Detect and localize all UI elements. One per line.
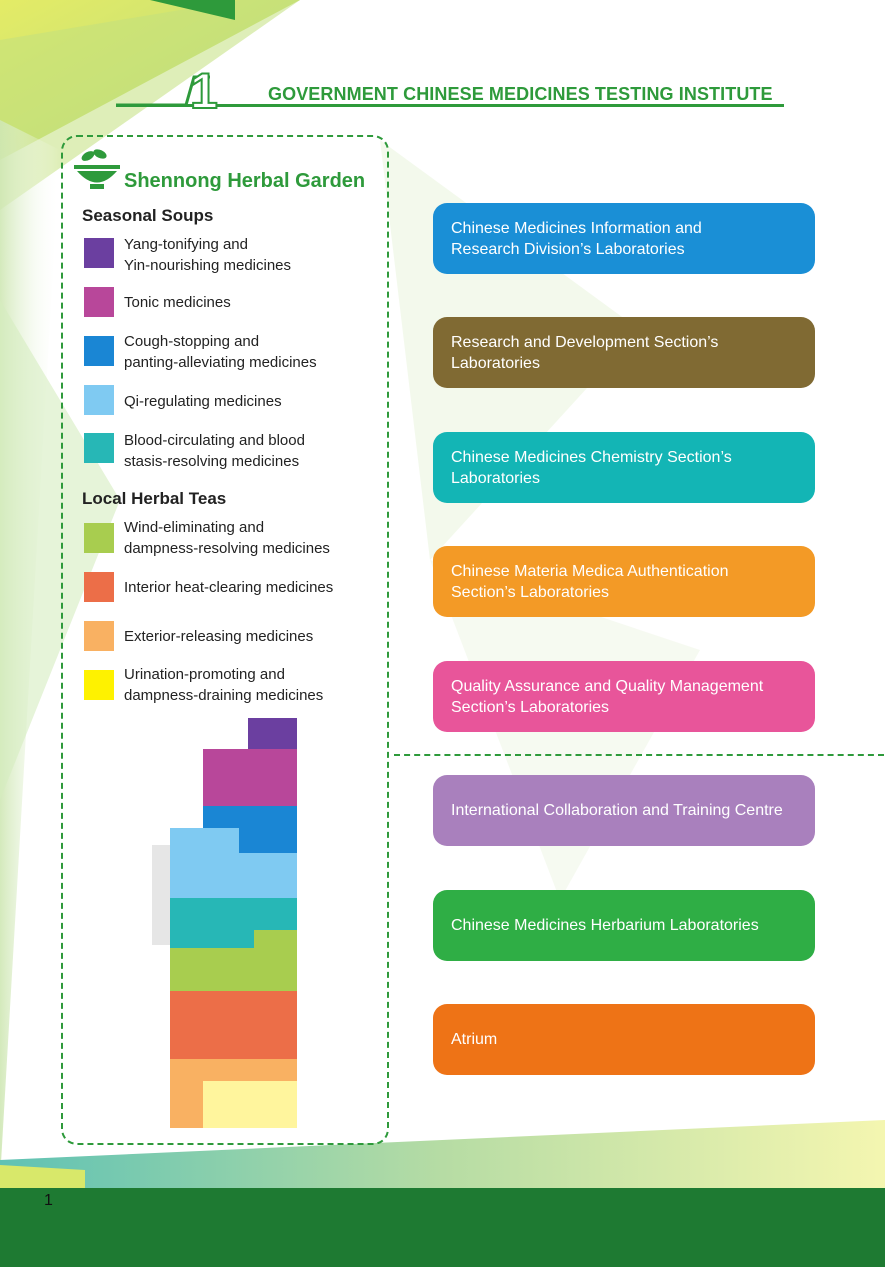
legend-swatch: [84, 670, 114, 700]
garden-plot-yang-tonifying: [248, 718, 297, 749]
garden-plot-blood-circulating: [170, 930, 254, 948]
lab-research-development[interactable]: Research and Development Section’s Laboratories: [433, 317, 815, 388]
garden-plot-shadow: [152, 845, 170, 945]
legend-swatch: [84, 572, 114, 602]
garden-plot-blood-circulating: [170, 898, 297, 932]
garden-plot-wind-eliminating: [170, 948, 254, 991]
lab-cm-herbarium[interactable]: Chinese Medicines Herbarium Laboratories: [433, 890, 815, 961]
legend-label: Exterior-releasing medicines: [124, 628, 314, 645]
legend-label: Wind-eliminating and dampness-resolving medicines: [124, 519, 330, 557]
legend-swatch: [84, 336, 114, 366]
legend-label: Tonic medicines: [124, 294, 231, 311]
legend-label: Qi-regulating medicines: [124, 393, 282, 410]
section-divider: [394, 754, 884, 756]
garden-plot-exterior-releasing: [170, 1059, 297, 1081]
seasonal-soups-heading: Seasonal Soups: [82, 206, 214, 225]
legend-label: Urination-promoting and dampness-draining medicines: [124, 666, 324, 704]
legend-label: Interior heat-clearing medicines: [124, 579, 334, 596]
garden-plot-qi-regulating: [170, 828, 239, 898]
lab-materia-medica-authentication[interactable]: Chinese Materia Medica Authentication Section’s Laboratories: [433, 546, 815, 617]
legend-label: Yang-tonifying and Yin-nourishing medicines: [124, 236, 292, 274]
legend-swatch: [84, 621, 114, 651]
legend-swatch: [84, 238, 114, 268]
atrium[interactable]: Atrium: [433, 1004, 815, 1075]
page-title: GOVERNMENT CHINESE MEDICINES TESTING INSTITUTE: [268, 84, 773, 104]
local-herbal-teas-heading: Local Herbal Teas: [82, 489, 227, 508]
legend-label: Blood-circulating and blood stasis-resolving medicines: [124, 432, 305, 470]
lab-cm-chemistry[interactable]: Chinese Medicines Chemistry Section’s Laboratories: [433, 432, 815, 503]
garden-plot-exterior-releasing: [170, 1081, 203, 1128]
legend-label: Cough-stopping and panting-alleviating medicines: [124, 333, 317, 371]
legend-swatch: [84, 433, 114, 463]
herb-bowl-icon: [72, 146, 122, 192]
garden-title: Shennong Herbal Garden: [124, 170, 366, 192]
garden-plot-interior-heat-clearing: [170, 991, 297, 1059]
garden-plot-urination-promoting: [203, 1081, 297, 1128]
legend-swatch: [84, 523, 114, 553]
lab-quality-assurance[interactable]: Quality Assurance and Quality Management Section’s Laboratories: [433, 661, 815, 732]
garden-plot-tonic: [203, 749, 297, 806]
international-collaboration-centre[interactable]: International Collaboration and Training Centre: [433, 775, 815, 846]
legend-swatch: [84, 385, 114, 415]
footer-band: [0, 1188, 885, 1267]
lab-cm-information-research[interactable]: Chinese Medicines Information and Research Division’s Laboratories: [433, 203, 815, 274]
floor-number: 1: [190, 63, 218, 119]
page-number: 1: [44, 1192, 53, 1209]
legend-swatch: [84, 287, 114, 317]
garden-plot-wind-eliminating: [254, 930, 297, 991]
garden-plot-qi-regulating: [239, 853, 297, 898]
